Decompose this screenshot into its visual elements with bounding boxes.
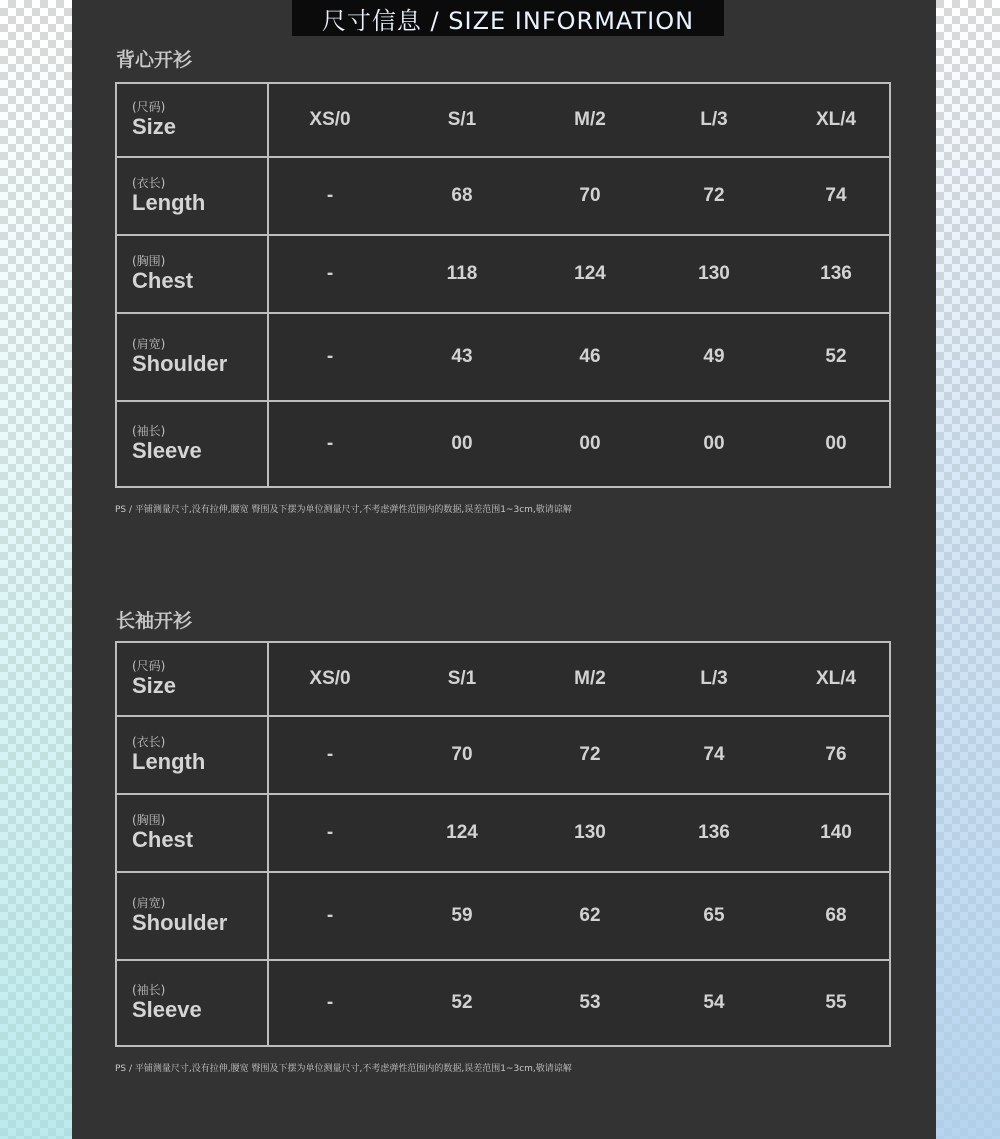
row-values <box>268 235 890 313</box>
row-values <box>268 960 890 1046</box>
table-cell: 140 <box>820 822 852 843</box>
table-cell: 68 <box>825 905 847 926</box>
row-header-cn: (衣长) <box>132 735 166 749</box>
table-cell: 52 <box>451 992 473 1013</box>
table-row-sleeve <box>116 401 890 487</box>
size-label: XS/0 <box>309 109 351 130</box>
row-header-cn: (肩宽) <box>132 896 166 910</box>
table-cell: 70 <box>579 185 601 206</box>
section-title-long-sleeve: 长袖开衫 <box>116 610 193 632</box>
table-cell: - <box>326 905 334 926</box>
size-label: M/2 <box>574 109 606 130</box>
size-label: L/3 <box>700 668 728 689</box>
table-cell: 65 <box>703 905 725 926</box>
table-cell: 00 <box>825 433 847 454</box>
row-header-cn: (肩宽) <box>132 337 166 351</box>
table-row-chest <box>116 235 890 313</box>
size-label: XL/4 <box>815 109 857 130</box>
table-cell: - <box>326 433 334 454</box>
size-information-banner: 尺寸信息 / SIZE INFORMATION <box>292 0 724 36</box>
row-header-en: Length <box>132 749 206 774</box>
table-cell: 130 <box>574 822 606 843</box>
size-label: XL/4 <box>815 668 857 689</box>
row-values <box>268 157 890 235</box>
table-cell: 130 <box>698 263 730 284</box>
row-header-chest <box>116 794 268 872</box>
table-cell: 00 <box>579 433 601 454</box>
row-header-sleeve <box>116 960 268 1046</box>
table-cell: 53 <box>579 992 601 1013</box>
table-row-sleeve <box>116 960 890 1046</box>
row-header-en: Shoulder <box>132 351 228 376</box>
table-row-length <box>116 716 890 794</box>
measurement-note: PS / 平铺测量尺寸,没有拉伸,腰宽 臀围及下摆为单位测量尺寸,不考虑弹性范围内的数据,误差范围1~3cm,敬请谅解 <box>115 1064 572 1074</box>
section-title-vest: 背心开衫 <box>116 49 193 71</box>
table-cell: 00 <box>451 433 473 454</box>
left-background-strip <box>0 0 72 1139</box>
table-cell: - <box>326 822 334 843</box>
table-header-row <box>116 642 890 716</box>
row-header-en: Sleeve <box>132 997 202 1022</box>
table-cell: - <box>326 346 334 367</box>
size-label: S/1 <box>447 668 477 689</box>
size-table-long-sleeve <box>115 641 891 1047</box>
right-background-strip <box>935 0 1000 1139</box>
size-label: L/3 <box>700 109 728 130</box>
row-header-en: Shoulder <box>132 910 228 935</box>
table-row-length <box>116 157 890 235</box>
size-labels <box>268 642 890 716</box>
row-header-en: Chest <box>132 268 194 293</box>
table-cell: 72 <box>703 185 725 206</box>
table-cell: 00 <box>703 433 725 454</box>
measurement-note: PS / 平铺测量尺寸,没有拉伸,腰宽 臀围及下摆为单位测量尺寸,不考虑弹性范围内的数据,误差范围1~3cm,敬请谅解 <box>115 505 572 515</box>
table-cell: 59 <box>451 905 473 926</box>
row-header-length <box>116 716 268 794</box>
row-header-sleeve <box>116 401 268 487</box>
table-cell: 54 <box>703 992 725 1013</box>
table-cell: 118 <box>446 263 478 284</box>
table-row-shoulder <box>116 872 890 960</box>
row-header-en: Size <box>132 114 177 139</box>
row-values <box>268 872 890 960</box>
table-cell: - <box>326 263 334 284</box>
table-cell: 74 <box>825 185 847 206</box>
table-header-row <box>116 83 890 157</box>
row-values <box>268 401 890 487</box>
table-row-chest <box>116 794 890 872</box>
table-cell: 46 <box>579 346 601 367</box>
table-cell: 43 <box>451 346 473 367</box>
table-cell: 49 <box>703 346 725 367</box>
size-label: M/2 <box>574 668 606 689</box>
size-labels <box>268 83 890 157</box>
row-header-en: Sleeve <box>132 438 202 463</box>
table-cell: - <box>326 992 334 1013</box>
table-cell: 68 <box>451 185 473 206</box>
table-cell: 124 <box>446 822 478 843</box>
table-cell: - <box>326 744 334 765</box>
table-cell: 74 <box>703 744 725 765</box>
table-cell: 124 <box>574 263 606 284</box>
row-header-cn: (袖长) <box>132 983 166 997</box>
row-header-en: Size <box>132 673 177 698</box>
table-cell: 76 <box>825 744 847 765</box>
size-table-vest <box>115 82 891 488</box>
table-cell: 72 <box>579 744 601 765</box>
table-cell: 62 <box>579 905 601 926</box>
table-row-shoulder <box>116 313 890 401</box>
size-label: S/1 <box>447 109 477 130</box>
size-label: XS/0 <box>309 668 351 689</box>
row-header-shoulder <box>116 313 268 401</box>
table-cell: 136 <box>698 822 730 843</box>
row-header-shoulder <box>116 872 268 960</box>
row-header-cn: (尺码) <box>132 659 166 673</box>
row-header-size <box>116 642 268 716</box>
table-cell: 136 <box>820 263 852 284</box>
row-header-cn: (胸围) <box>132 813 166 827</box>
table-cell: 55 <box>825 992 847 1013</box>
table-cell: - <box>326 185 334 206</box>
row-header-cn: (胸围) <box>132 254 166 268</box>
row-values <box>268 794 890 872</box>
row-values <box>268 716 890 794</box>
row-header-en: Length <box>132 190 206 215</box>
table-cell: 52 <box>825 346 847 367</box>
row-values <box>268 313 890 401</box>
table-cell: 70 <box>451 744 473 765</box>
row-header-length <box>116 157 268 235</box>
row-header-size <box>116 83 268 157</box>
row-header-en: Chest <box>132 827 194 852</box>
row-header-chest <box>116 235 268 313</box>
row-header-cn: (尺码) <box>132 100 166 114</box>
row-header-cn: (衣长) <box>132 176 166 190</box>
row-header-cn: (袖长) <box>132 424 166 438</box>
